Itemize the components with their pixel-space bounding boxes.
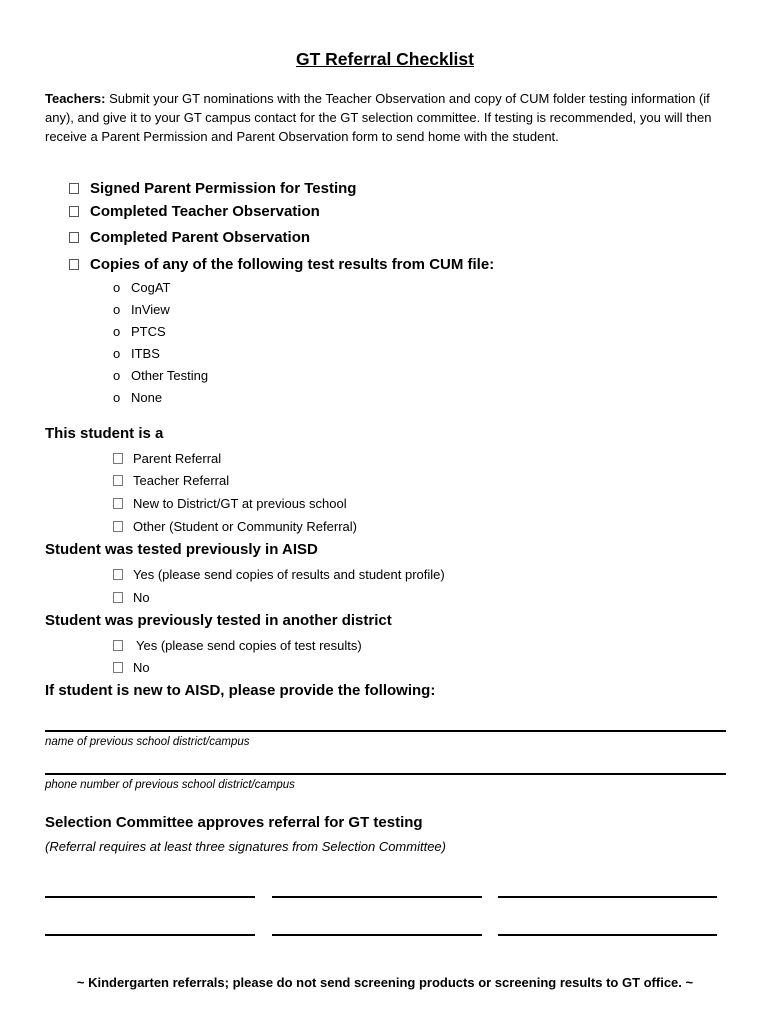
committee-heading: Selection Committee approves referral for GT testing: [45, 814, 423, 831]
test-item: [113, 280, 171, 295]
checkbox[interactable]: [69, 206, 79, 217]
bullet-icon: o: [113, 324, 121, 339]
previous-phone-caption: phone number of previous school district/campus: [45, 779, 295, 791]
option-label: Parent Referral: [133, 451, 222, 466]
test-item-label: PTCS: [131, 324, 166, 339]
test-item-label: CogAT: [131, 280, 171, 295]
previous-district-field[interactable]: [45, 730, 726, 732]
checklist-item-label: Copies of any of the following test results from CUM file:: [90, 256, 495, 273]
tested-aisd-option: [113, 590, 150, 605]
option-label: No: [133, 660, 150, 675]
checkbox[interactable]: [113, 453, 123, 464]
test-item: [113, 390, 162, 405]
test-item-label: None: [131, 390, 163, 405]
committee-note: (Referral requires at least three signatures from Selection Committee): [45, 839, 446, 854]
bullet-icon: o: [113, 368, 121, 383]
checkbox[interactable]: [113, 592, 123, 603]
option-label: Other (Student or Community Referral): [133, 519, 357, 534]
test-item: [113, 346, 160, 361]
option-label: Yes (please send copies of results and student profile): [133, 567, 445, 582]
signature-line[interactable]: [45, 934, 255, 936]
checkbox[interactable]: [69, 183, 79, 194]
checkbox[interactable]: [113, 498, 123, 509]
intro-text: Submit your GT nominations with the Teacher Observation and copy of CUM folder testing information (if any), and give it to your GT campus contact for the GT selection committee. If testing is recommended, you will then receive a Parent Permission and Parent Observation form to send home with the student.: [45, 91, 712, 144]
checkbox[interactable]: [113, 640, 123, 651]
signature-line[interactable]: [272, 934, 482, 936]
bullet-icon: o: [113, 280, 121, 295]
tested-aisd-heading: Student was tested previously in AISD: [45, 541, 318, 558]
test-item: [113, 324, 166, 339]
student-type-option: [113, 496, 347, 511]
student-type-option: [113, 451, 221, 466]
option-label: No: [133, 590, 150, 605]
tested-aisd-option: [113, 567, 445, 582]
checkbox[interactable]: [113, 569, 123, 580]
tested-other-option: [113, 660, 150, 675]
tested-other-heading: Student was previously tested in another district: [45, 612, 392, 629]
option-label: New to District/GT at previous school: [133, 496, 347, 511]
checkbox[interactable]: [69, 232, 79, 243]
test-item-label: ITBS: [131, 346, 160, 361]
bullet-icon: o: [113, 302, 121, 317]
new-to-aisd-heading: If student is new to AISD, please provide the following:: [45, 682, 436, 699]
test-item-label: Other Testing: [131, 368, 209, 383]
previous-phone-field[interactable]: [45, 773, 726, 775]
test-item: [113, 368, 208, 383]
signature-line[interactable]: [498, 896, 717, 898]
intro-label: Teachers:: [45, 91, 106, 106]
student-type-option: [113, 519, 357, 534]
signature-line[interactable]: [272, 896, 482, 898]
bullet-icon: o: [113, 346, 121, 361]
checklist-item: [69, 229, 310, 246]
signature-line[interactable]: [45, 896, 255, 898]
checklist-item: [69, 180, 356, 197]
page-title: GT Referral Checklist: [296, 49, 474, 69]
option-label: Yes (please send copies of test results): [136, 638, 362, 653]
checklist-item-label: Signed Parent Permission for Testing: [90, 180, 357, 197]
signature-line[interactable]: [498, 934, 717, 936]
checkbox[interactable]: [113, 475, 123, 486]
checklist-item-label: Completed Parent Observation: [90, 229, 311, 246]
checkbox[interactable]: [113, 662, 123, 673]
checklist-item: [69, 203, 320, 220]
checkbox[interactable]: [113, 521, 123, 532]
tested-other-option: [113, 638, 362, 653]
checkbox[interactable]: [69, 259, 79, 270]
intro-paragraph: [45, 89, 725, 146]
test-item: [113, 302, 170, 317]
checklist-item: [69, 256, 494, 273]
checklist-item-label: Completed Teacher Observation: [90, 203, 320, 220]
test-item-label: InView: [131, 302, 170, 317]
footer-note: ~ Kindergarten referrals; please do not send screening products or screening results to GT office. ~: [76, 975, 694, 990]
student-type-option: [113, 473, 229, 488]
option-label: Teacher Referral: [133, 473, 230, 488]
bullet-icon: o: [113, 390, 121, 405]
student-type-heading: This student is a: [45, 425, 164, 442]
previous-district-caption: name of previous school district/campus: [45, 736, 250, 748]
